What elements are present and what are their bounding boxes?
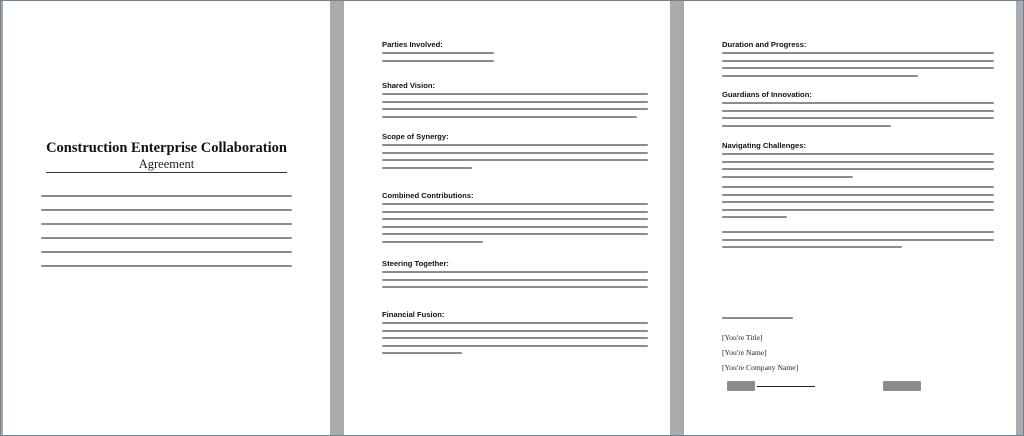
text-line bbox=[382, 60, 494, 62]
text-line bbox=[382, 330, 648, 332]
text-line bbox=[722, 102, 994, 104]
section-heading: Financial Fusion: bbox=[382, 310, 445, 319]
company-placeholder: [You're Company Name] bbox=[722, 363, 799, 372]
text-line bbox=[722, 125, 891, 127]
text-line bbox=[382, 352, 462, 354]
section-heading: Duration and Progress: bbox=[722, 40, 807, 49]
section-heading: Steering Together: bbox=[382, 259, 449, 268]
section-steering-together bbox=[382, 258, 648, 294]
text-line bbox=[41, 195, 292, 197]
date-label bbox=[883, 381, 921, 391]
text-line bbox=[382, 226, 648, 228]
text-line bbox=[722, 176, 853, 178]
text-line bbox=[382, 101, 648, 103]
cover-intro-paragraph bbox=[41, 195, 292, 279]
section-financial-fusion bbox=[382, 309, 648, 360]
text-line bbox=[41, 223, 292, 225]
page-1 bbox=[3, 0, 330, 436]
text-line bbox=[722, 186, 994, 188]
text-line bbox=[722, 52, 994, 54]
section-duration-and-progress bbox=[722, 39, 994, 82]
text-line bbox=[382, 286, 648, 288]
section-heading: Guardians of Innovation: bbox=[722, 90, 812, 99]
text-line bbox=[722, 216, 787, 218]
title-placeholder: [You're Title] bbox=[722, 333, 763, 342]
page-gap bbox=[670, 0, 684, 436]
text-line bbox=[382, 159, 648, 161]
page-2 bbox=[344, 0, 670, 436]
text-line bbox=[722, 317, 793, 319]
text-line bbox=[382, 241, 483, 243]
page-gap bbox=[1016, 0, 1024, 436]
text-line bbox=[41, 251, 292, 253]
text-line bbox=[41, 237, 292, 239]
section-heading: Navigating Challenges: bbox=[722, 141, 806, 150]
text-line bbox=[382, 93, 648, 95]
section-shared-vision bbox=[382, 80, 648, 123]
text-line bbox=[382, 271, 648, 273]
text-line bbox=[382, 52, 494, 54]
section-heading: Combined Contributions: bbox=[382, 191, 474, 200]
text-line bbox=[382, 345, 648, 347]
text-line bbox=[722, 194, 994, 196]
section-heading: Parties Involved: bbox=[382, 40, 443, 49]
text-line bbox=[722, 153, 994, 155]
text-line bbox=[722, 231, 994, 233]
text-line bbox=[722, 67, 994, 69]
text-line bbox=[722, 110, 994, 112]
signature-date-row bbox=[727, 378, 996, 388]
closing-paragraph-1 bbox=[722, 186, 994, 224]
text-line bbox=[722, 117, 994, 119]
text-line bbox=[382, 337, 648, 339]
text-line bbox=[722, 239, 994, 241]
page-3 bbox=[684, 0, 1016, 436]
text-line bbox=[382, 233, 648, 235]
closing-paragraph-2 bbox=[722, 231, 994, 254]
text-line bbox=[722, 75, 918, 77]
cover-subtitle: Agreement bbox=[138, 157, 195, 171]
text-line bbox=[382, 218, 648, 220]
title-divider bbox=[46, 172, 287, 173]
section-scope-of-synergy bbox=[382, 131, 648, 174]
text-line bbox=[722, 246, 902, 248]
text-line bbox=[382, 211, 648, 213]
cover-title: Construction Enterprise Collaboration bbox=[46, 140, 287, 156]
text-line bbox=[41, 209, 292, 211]
text-line bbox=[382, 108, 648, 110]
text-line bbox=[382, 279, 648, 281]
text-line bbox=[722, 60, 994, 62]
section-heading: Shared Vision: bbox=[382, 81, 436, 90]
text-line bbox=[41, 265, 292, 267]
text-line bbox=[382, 167, 472, 169]
text-line bbox=[722, 161, 994, 163]
text-line bbox=[722, 209, 994, 211]
text-line bbox=[382, 116, 637, 118]
text-line bbox=[382, 152, 648, 154]
signature-placeholders bbox=[722, 332, 994, 374]
section-parties-involved bbox=[382, 39, 648, 67]
sign-off-line bbox=[722, 317, 994, 325]
name-placeholder: [You're Name] bbox=[722, 348, 767, 357]
signature-label bbox=[727, 381, 755, 391]
section-heading: Scope of Synergy: bbox=[382, 132, 449, 141]
text-line bbox=[722, 168, 994, 170]
section-navigating-challenges bbox=[722, 140, 994, 183]
text-line bbox=[382, 144, 648, 146]
text-line bbox=[382, 322, 648, 324]
text-line bbox=[722, 201, 994, 203]
section-guardians-of-innovation bbox=[722, 89, 994, 132]
signature-line[interactable] bbox=[757, 386, 815, 387]
page-gap bbox=[330, 0, 344, 436]
text-line bbox=[382, 203, 648, 205]
section-combined-contributions bbox=[382, 190, 648, 248]
